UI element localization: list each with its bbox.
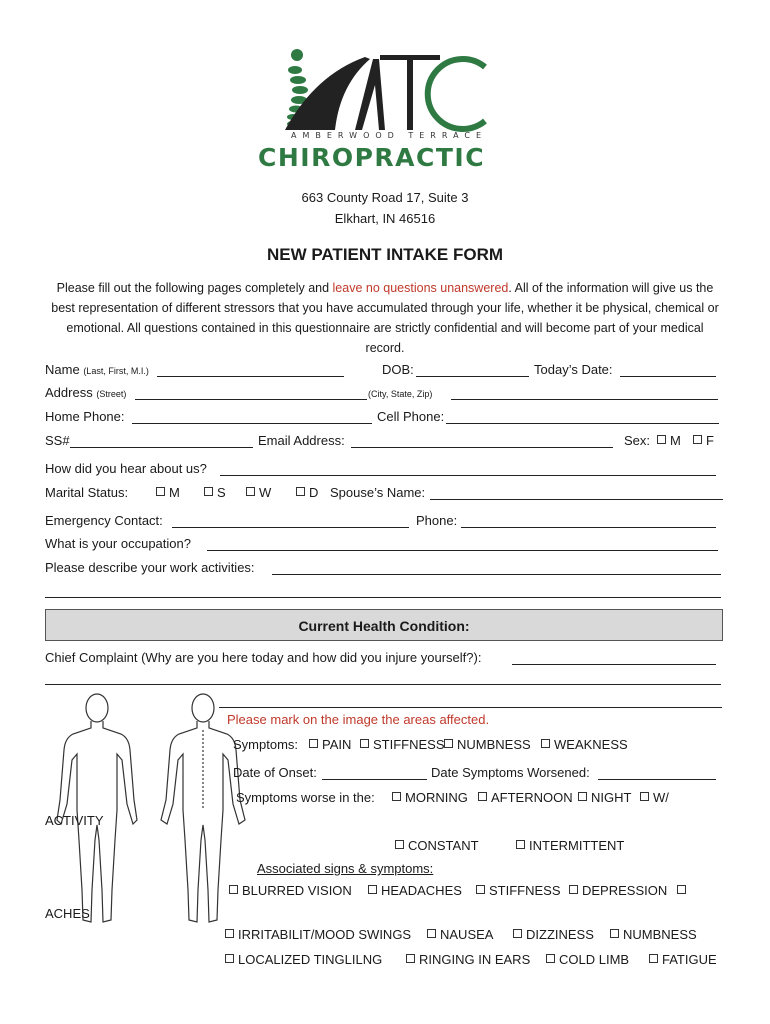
- depression-option[interactable]: DEPRESSION: [569, 883, 667, 898]
- night-checkbox[interactable]: [578, 792, 587, 801]
- worsened-field[interactable]: [598, 779, 716, 780]
- spouse-field[interactable]: [430, 499, 723, 500]
- intermittent-option[interactable]: INTERMITTENT: [516, 838, 624, 853]
- headaches-checkbox[interactable]: [368, 885, 377, 894]
- afternoon-option[interactable]: AFTERNOON: [478, 790, 573, 805]
- chief-complaint-field-3[interactable]: [219, 707, 722, 708]
- intro-highlight: leave no questions unanswered: [332, 281, 509, 295]
- cold-limb-option[interactable]: COLD LIMB: [546, 952, 629, 967]
- headaches-option[interactable]: HEADACHES: [368, 883, 462, 898]
- aches-option[interactable]: [677, 883, 690, 898]
- onset-label: Date of Onset:: [233, 765, 317, 780]
- chief-complaint-label: Chief Complaint (Why are you here today and how did you injure yourself?):: [45, 650, 482, 665]
- nausea-option[interactable]: NAUSEA: [427, 927, 493, 942]
- clinic-logo: [255, 45, 520, 175]
- marital-s-checkbox[interactable]: [204, 487, 213, 496]
- blurred-option[interactable]: BLURRED VISION: [229, 883, 352, 898]
- aches-label: ACHES: [45, 906, 90, 921]
- depression-checkbox[interactable]: [569, 885, 578, 894]
- afternoon-checkbox[interactable]: [478, 792, 487, 801]
- front-head: [86, 694, 108, 722]
- aches-checkbox[interactable]: [677, 885, 686, 894]
- tingling-checkbox[interactable]: [225, 954, 234, 963]
- night-option[interactable]: NIGHT: [578, 790, 631, 805]
- fatigue-checkbox[interactable]: [649, 954, 658, 963]
- morning-checkbox[interactable]: [392, 792, 401, 801]
- sex-f-checkbox[interactable]: [693, 435, 702, 444]
- emergency-label: Emergency Contact:: [45, 513, 163, 528]
- home-phone-field[interactable]: [132, 423, 372, 424]
- logo-mark: [255, 45, 520, 135]
- occupation-field[interactable]: [207, 550, 718, 551]
- onset-field[interactable]: [322, 779, 427, 780]
- marital-d-option[interactable]: D: [296, 485, 318, 500]
- hear-about-label: How did you hear about us?: [45, 461, 207, 476]
- weakness-checkbox[interactable]: [541, 739, 550, 748]
- numbness-checkbox[interactable]: [444, 739, 453, 748]
- marital-m-option[interactable]: M: [156, 485, 180, 500]
- constant-checkbox[interactable]: [395, 840, 404, 849]
- worsened-label: Date Symptoms Worsened:: [431, 765, 590, 780]
- morning-option[interactable]: MORNING: [392, 790, 468, 805]
- activity-label: ACTIVITY: [45, 813, 104, 828]
- chief-complaint-field[interactable]: [512, 664, 716, 665]
- irritability-option[interactable]: IRRITABILIT/MOOD SWINGS: [225, 927, 411, 942]
- numbness2-option[interactable]: NUMBNESS: [610, 927, 697, 942]
- marital-m-checkbox[interactable]: [156, 487, 165, 496]
- logo-tagline: AMBERWOOD TERRACE: [291, 131, 488, 140]
- address-line-2: Elkhart, IN 46516: [334, 211, 436, 226]
- city-hint: (City, State, Zip): [368, 389, 433, 399]
- emergency-phone-field[interactable]: [461, 527, 716, 528]
- symptoms-label: Symptoms:: [233, 737, 299, 752]
- email-label: Email Address:: [258, 433, 345, 448]
- intro-paragraph: [50, 278, 720, 358]
- ss-field[interactable]: [70, 447, 253, 448]
- ringing-option[interactable]: RINGING IN EARS: [406, 952, 530, 967]
- tingling-option[interactable]: LOCALIZED TINGLILNG: [225, 952, 382, 967]
- home-phone-label: Home Phone:: [45, 409, 125, 424]
- mark-instruction: Please mark on the image the areas affected.: [227, 712, 490, 727]
- email-field[interactable]: [351, 447, 613, 448]
- stiffness-checkbox[interactable]: [360, 739, 369, 748]
- form-title: NEW PATIENT INTAKE FORM: [266, 245, 504, 264]
- address-line-1: 663 County Road 17, Suite 3: [301, 190, 469, 205]
- todays-date-field[interactable]: [620, 376, 716, 377]
- marital-d-checkbox[interactable]: [296, 487, 305, 496]
- emergency-field[interactable]: [172, 527, 409, 528]
- street-field[interactable]: [135, 399, 367, 400]
- nausea-checkbox[interactable]: [427, 929, 436, 938]
- name-field[interactable]: [157, 376, 344, 377]
- name-hint: (Last, First, M.I.): [83, 366, 149, 376]
- pain-checkbox[interactable]: [309, 739, 318, 748]
- marital-w-option[interactable]: W: [246, 485, 271, 500]
- sex-label: Sex:: [624, 433, 651, 448]
- spouse-label: Spouse’s Name:: [330, 485, 426, 500]
- section-header: [45, 609, 723, 641]
- dob-field[interactable]: [416, 376, 529, 377]
- dizziness-option[interactable]: DIZZINESS: [513, 927, 594, 942]
- stiffness2-option[interactable]: STIFFNESS: [476, 883, 561, 898]
- emergency-phone-label: Phone:: [416, 513, 458, 528]
- pain-option[interactable]: PAIN: [309, 737, 351, 752]
- ss-label: SS#: [45, 433, 70, 448]
- w-checkbox[interactable]: [640, 792, 649, 801]
- occupation-label: What is your occupation?: [45, 536, 191, 551]
- weakness-option[interactable]: WEAKNESS: [541, 737, 628, 752]
- stiffness2-checkbox[interactable]: [476, 885, 485, 894]
- hear-about-field[interactable]: [220, 475, 716, 476]
- marital-s-option[interactable]: S: [204, 485, 226, 500]
- assoc-label: Associated signs & symptoms:: [257, 861, 434, 876]
- numbness-option[interactable]: NUMBNESS: [444, 737, 531, 752]
- dizziness-checkbox[interactable]: [513, 929, 522, 938]
- back-head: [192, 694, 214, 722]
- marital-label: Marital Status:: [45, 485, 129, 500]
- logo-brand: CHIROPRACTIC: [258, 143, 486, 172]
- stiffness-option[interactable]: STIFFNESS: [360, 737, 445, 752]
- worse-in-label: Symptoms worse in the:: [236, 790, 375, 805]
- todays-date-label: Today’s Date:: [534, 362, 613, 377]
- work-field-2[interactable]: [45, 597, 721, 598]
- cell-phone-label: Cell Phone:: [377, 409, 445, 424]
- fatigue-option[interactable]: FATIGUE: [649, 952, 717, 967]
- work-label: Please describe your work activities:: [45, 560, 255, 575]
- ringing-checkbox[interactable]: [406, 954, 415, 963]
- cold-limb-checkbox[interactable]: [546, 954, 555, 963]
- constant-option[interactable]: CONSTANT: [395, 838, 479, 853]
- intermittent-checkbox[interactable]: [516, 840, 525, 849]
- w-option[interactable]: W/: [640, 790, 669, 805]
- irritability-checkbox[interactable]: [225, 929, 234, 938]
- dob-label: DOB:: [382, 362, 414, 377]
- intro-part-1: Please fill out the following pages completely and: [56, 281, 333, 295]
- section-title: Current Health Condition:: [298, 618, 470, 634]
- marital-w-checkbox[interactable]: [246, 487, 255, 496]
- sex-m-option[interactable]: M: [657, 433, 681, 448]
- numbness2-checkbox[interactable]: [610, 929, 619, 938]
- address-label: Address (Street): [45, 385, 127, 400]
- body-diagram[interactable]: [55, 690, 255, 930]
- sex-f-option[interactable]: F: [693, 433, 714, 448]
- sex-m-checkbox[interactable]: [657, 435, 666, 444]
- intro-part-2: . All of the information will give us the best representation of different stressors that you have accumulated through your life, whether it be physical, chemical or emotional. All questions contained in this questionnaire are strictly confidential and will become part of your medical record.: [51, 281, 719, 355]
- cell-phone-field[interactable]: [446, 423, 719, 424]
- work-field[interactable]: [272, 574, 721, 575]
- blurred-checkbox[interactable]: [229, 885, 238, 894]
- chief-complaint-field-2[interactable]: [45, 684, 721, 685]
- address-hint: (Street): [96, 389, 127, 399]
- name-label: Name (Last, First, M.I.): [45, 362, 149, 377]
- city-field[interactable]: [451, 399, 718, 400]
